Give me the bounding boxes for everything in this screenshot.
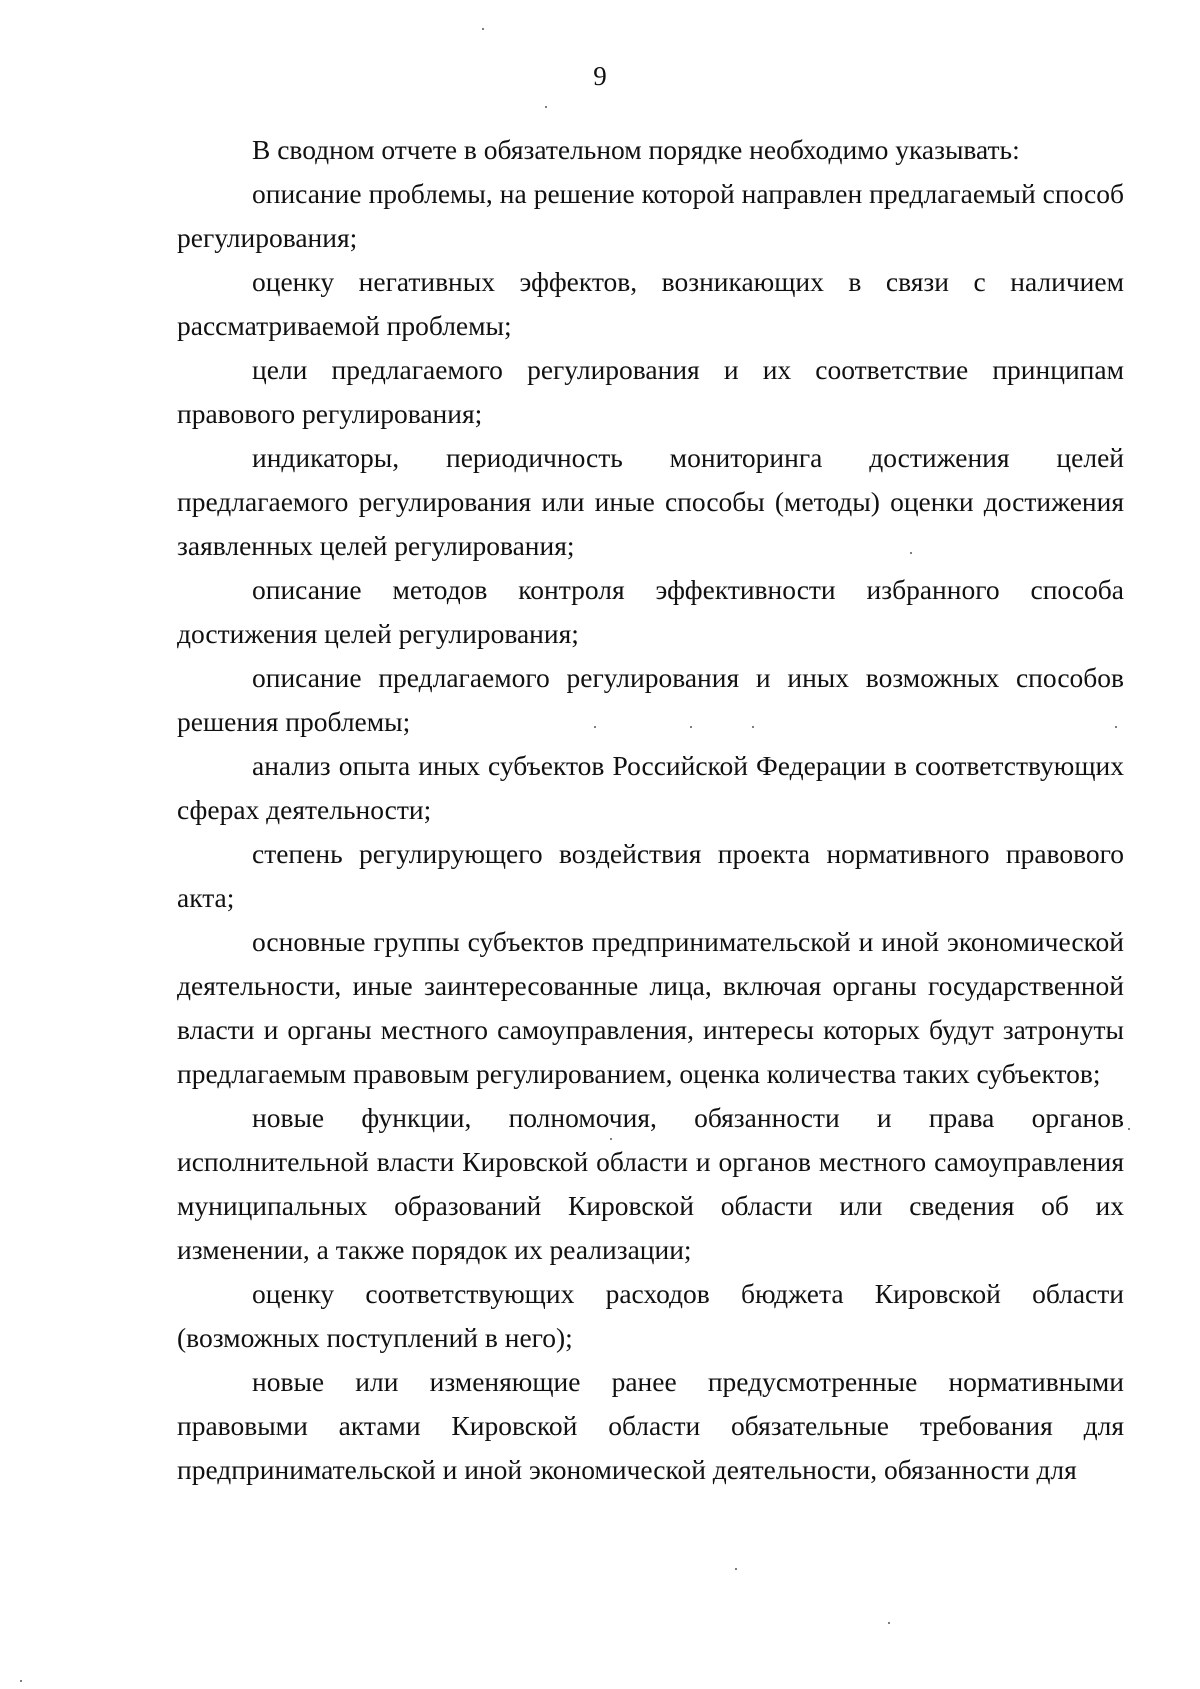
scan-speck [594, 726, 596, 728]
paragraph-problem-description: описание проблемы, на решение которой направлен предлагаемый способ регулирования; [177, 178, 1124, 253]
paragraph-negative-effects: оценку негативных эффектов, возникающих в связи с наличием рассматриваемой проблемы; [177, 266, 1124, 341]
scan-speck [1128, 1128, 1130, 1130]
scan-speck [735, 1568, 737, 1570]
page-number: 9 [593, 61, 607, 91]
scan-speck [910, 552, 912, 554]
paragraph-new-requirements: новые или изменяющие ранее предусмотренные нормативными правовыми актами Кировской области обязательные требования для предпринимательской и иной экономической деятельности, обязанности для [177, 1366, 1124, 1485]
paragraph-impact-degree: степень регулирующего воздействия проекта нормативного правового акта; [177, 838, 1124, 913]
paragraph-budget-expenses: оценку соответствующих расходов бюджета Кировской области (возможных поступлений в него); [177, 1278, 1124, 1353]
scan-speck [752, 726, 754, 728]
paragraph-subject-groups: основные группы субъектов предпринимательской и иной экономической деятельности, иные заинтересованные лица, включая органы государственной власти и органы местного самоуправления, интересы которых будут затронуты предлагаемым правовым регулированием, оценка количества таких субъектов; [177, 926, 1124, 1089]
paragraph-control-methods: описание методов контроля эффективности избранного способа достижения целей регулирования; [177, 574, 1124, 649]
paragraph-regulation-description: описание предлагаемого регулирования и иных возможных способов решения проблемы; [177, 662, 1124, 737]
scan-speck [690, 726, 692, 728]
scan-speck [1115, 726, 1117, 728]
paragraph-indicators: индикаторы, периодичность мониторинга достижения целей предлагаемого регулирования или иные способы (методы) оценки достижения заявленных целей регулирования; [177, 442, 1124, 561]
paragraph-intro: В сводном отчете в обязательном порядке необходимо указывать: [252, 134, 1020, 165]
scan-speck [888, 1622, 890, 1624]
scan-speck [610, 1138, 612, 1140]
paragraph-regulation-goals: цели предлагаемого регулирования и их соответствие принципам правового регулирования; [177, 354, 1124, 429]
scan-speck [20, 1680, 22, 1682]
document-body [177, 128, 1124, 1492]
scan-speck [482, 28, 484, 30]
scan-speck [545, 106, 547, 108]
paragraph-new-functions: новые функции, полномочия, обязанности и права органов исполнительной власти Кировской области и органов местного самоуправления муниципальных образований Кировской области или сведения об их изменении, а также порядок их реализации; [177, 1102, 1124, 1265]
paragraph-experience-analysis: анализ опыта иных субъектов Российской Федерации в соответствующих сферах деятельности; [177, 750, 1124, 825]
